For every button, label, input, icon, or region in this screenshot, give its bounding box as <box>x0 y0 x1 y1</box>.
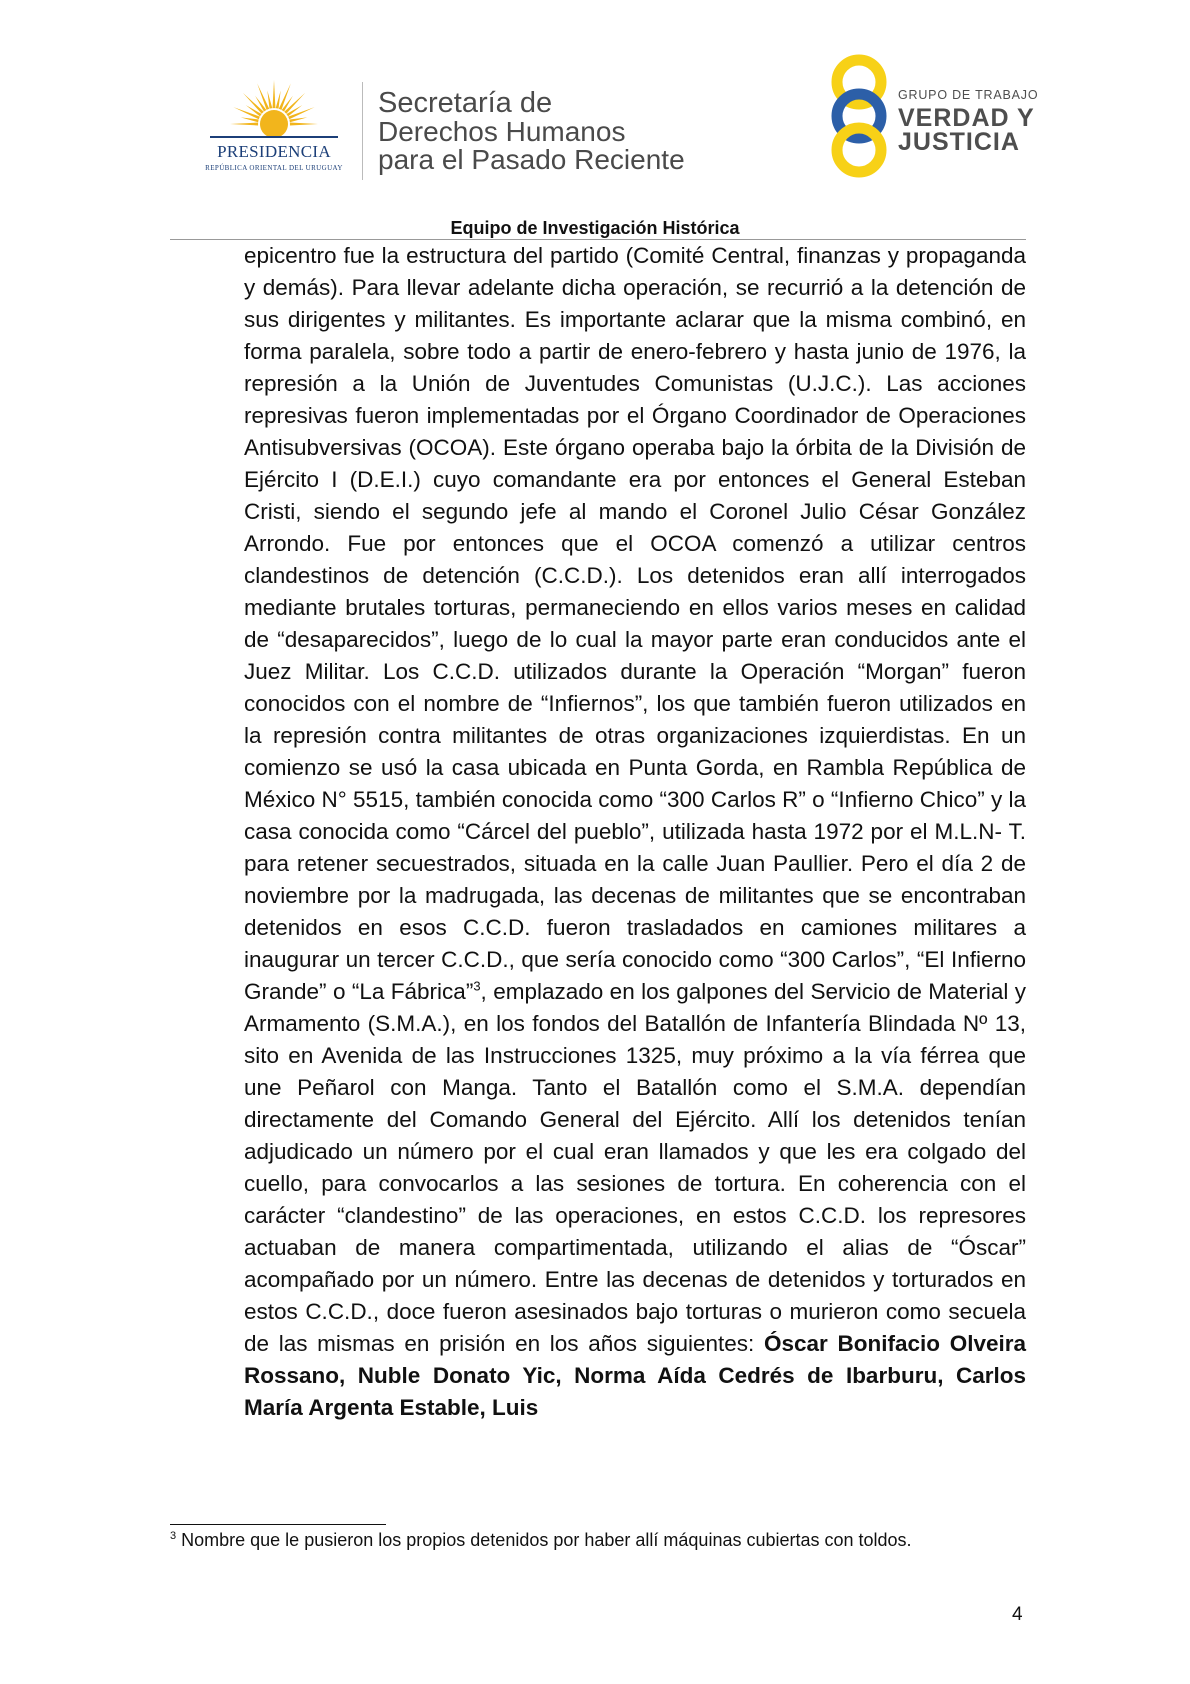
page-number: 4 <box>1012 1604 1023 1625</box>
body-paragraph <box>244 240 1026 1424</box>
verdad-justicia-logo <box>826 54 1066 184</box>
verdad-label: VERDAD Y <box>898 104 1035 132</box>
sun-icon <box>198 78 350 142</box>
footnote-reference[interactable]: 3 <box>473 978 481 994</box>
paragraph-text-part-1: epicentro fue la estructura del partido (Comité Central, finanzas y propaganda y demás). Para llevar adelante dicha operación, se recurrió a la detención de sus dirigentes y militantes. Es importante aclarar que la misma combinó, en forma paralela, sobre todo a partir de enero-febrero y hasta junio de 1976, la represión a la Unión de Juventudes Comunistas (U.J.C.). Las acciones represivas fueron implementadas por el Órgano Coordinador de Operaciones Antisubversivas (OCOA). Este órgano operaba bajo la órbita de la División de Ejército I (D.E.I.) cuyo comandante era por entonces el General Esteban Cristi, siendo el segundo jefe al mando el Coronel Julio César González Arrondo. Fue por entonces que el OCOA comenzó a utilizar centros clandestinos de detención (C.C.D.). Los detenidos eran allí interrogados mediante brutales torturas, permaneciendo en ellos varios meses en calidad de “desaparecidos”, luego de lo cual la mayor parte eran conducidos ante el Juez Militar. Los C.C.D. utilizados durante la Operación “Morgan” fueron conocidos con el nombre de “Infiernos”, los que también fueron utilizados en la represión contra militantes de otras organizaciones izquierdistas. En un comienzo se usó la casa ubicada en Punta Gorda, en Rambla República de México N° 5515, también conocida como “300 Carlos R” o “Infierno Chico” y la casa conocida como “Cárcel del pueblo”, utilizada hasta 1972 por el M.L.N- T. para retener secuestrados, situada en la calle Juan Paullier. Pero el día 2 de noviembre por la madrugada, las decenas de militantes que se encontraban detenidos en esos C.C.D. fueron trasladados en camiones militares a inaugurar un tercer C.C.D., que sería conocido como “300 Carlos”, “El Infierno Grande” o “La Fábrica” <box>244 243 1026 1004</box>
sun-ray <box>257 83 269 109</box>
sun-ray <box>230 123 258 126</box>
sun-ray <box>267 91 272 109</box>
sun-ray <box>290 123 318 126</box>
paragraph <box>244 240 1026 1424</box>
sun-ray <box>233 107 259 119</box>
sun-ray <box>273 80 276 108</box>
team-title: Equipo de Investigación Histórica <box>450 218 740 238</box>
sun-ray <box>279 83 291 109</box>
paragraph-text-part-2: , emplazado en los galpones del Servicio de Material y Armamento (S.M.A.), en los fondos del Batallón de Infantería Blindada Nº 13, sito en Avenida de las Instrucciones 1325, muy próximo a la vía férrea que une Peñarol con Manga. Tanto el Batallón como el S.M.A. dependían directamente del Comando General del Ejército. Allí los detenidos tenían adjudicado un número por el cual eran llamados y que les era colgado del cuello, para convocarlos a las sesiones de tortura. En coherencia con el carácter “clandestino” de las operaciones, en estos C.C.D. los represores actuaban de manera compartimentada, utilizando el alias de “Óscar” acompañado por un número. Entre las decenas de detenidos y torturados en estos C.C.D., doce fueron asesinados bajo torturas o murieron como secuela de las mismas en prisión en los años siguientes: <box>244 979 1026 1356</box>
footnote-divider <box>170 1524 386 1525</box>
logo-divider <box>362 82 363 180</box>
justicia-label: JUSTICIA <box>898 128 1020 156</box>
footnote-number: 3 <box>170 1530 177 1542</box>
sun-ray <box>288 107 314 119</box>
sun-ray <box>276 91 281 109</box>
presidencia-logo <box>198 78 350 178</box>
linked-rings-icon <box>826 54 896 184</box>
grupo-label: GRUPO DE TRABAJO <box>898 88 1039 102</box>
secretaria-logo-text <box>378 88 685 174</box>
presidencia-subtitle: REPÚBLICA ORIENTAL DEL URUGUAY <box>205 164 343 172</box>
page-header <box>0 0 1190 238</box>
footnote <box>170 1530 912 1551</box>
secretaria-line-1: Secretaría de <box>378 87 553 119</box>
secretaria-line-2: Derechos Humanos <box>378 116 626 147</box>
presidencia-name: PRESIDENCIA <box>217 142 331 161</box>
sun-ray <box>289 117 307 122</box>
footnote-text: Nombre que le pusieron los propios detenidos por haber allí máquinas cubiertas con toldos. <box>176 1530 912 1550</box>
sun-ray <box>241 117 259 122</box>
bold-victim-names: Óscar Bonifacio Olveira Rossano, Nuble Donato Yic, Norma Aída Cedrés de Ibarburu, Carlos María Argenta Estable, Luis <box>244 1331 1026 1420</box>
secretaria-line-3: para el Pasado Reciente <box>378 144 685 175</box>
